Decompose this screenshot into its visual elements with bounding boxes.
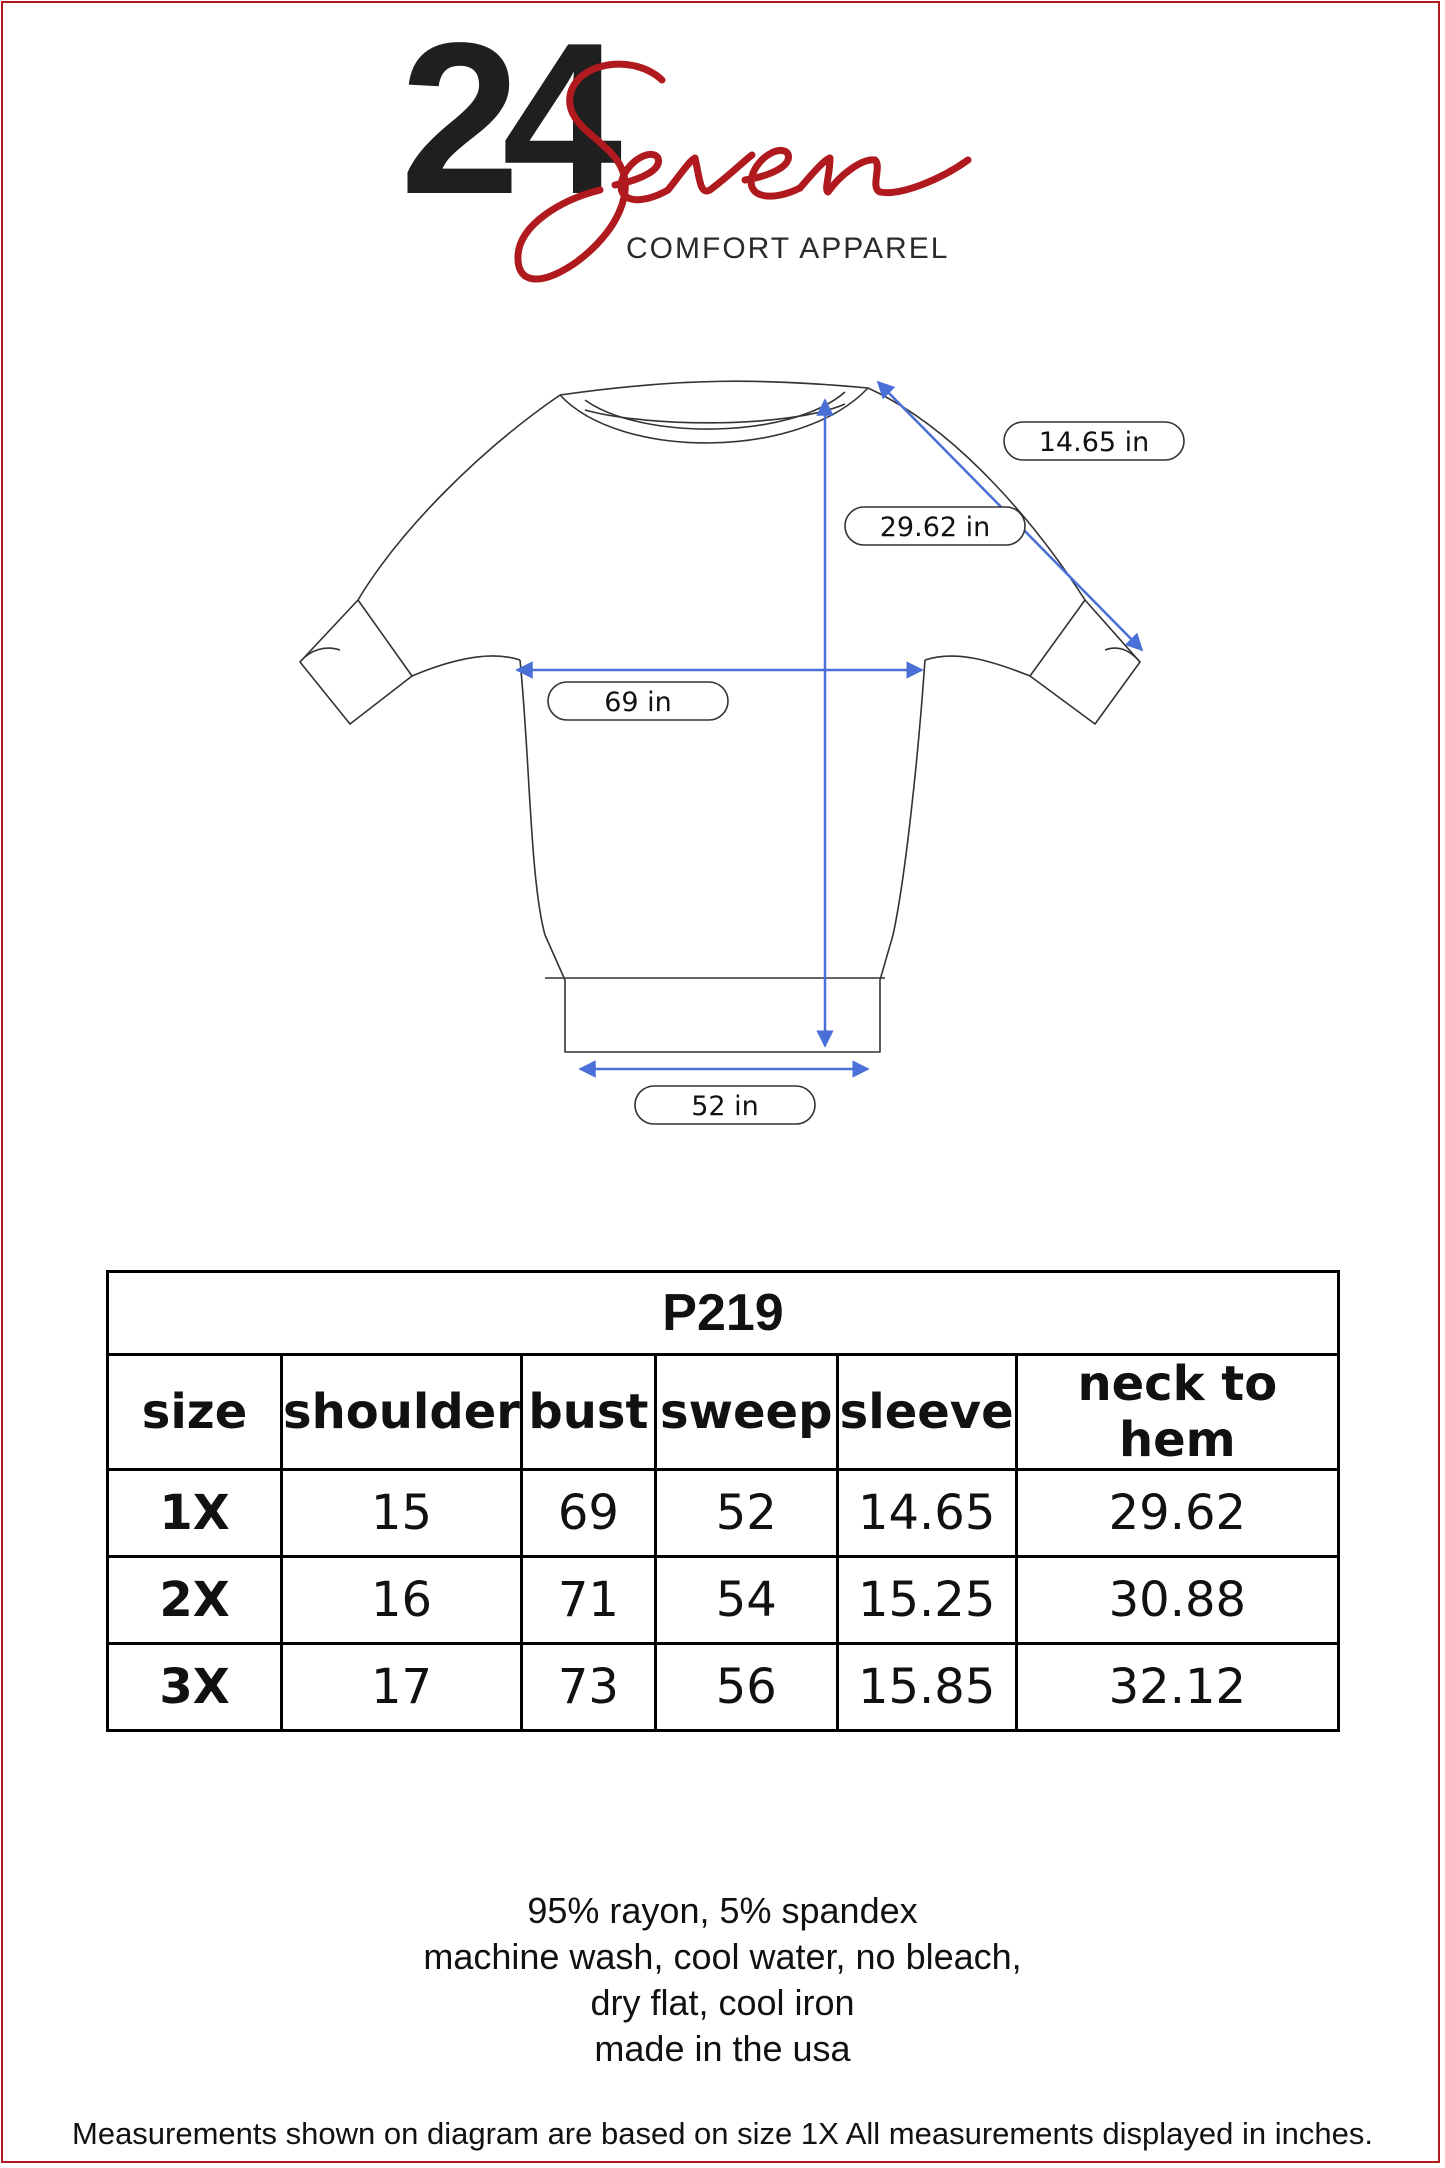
logo-number: 24 (400, 0, 605, 239)
care-line: machine wash, cool water, no bleach, (423, 1936, 1022, 1977)
logo-tagline: COMFORT APPAREL (626, 232, 950, 265)
cell-sleeve: 15.25 (837, 1557, 1016, 1644)
cell-bust: 69 (521, 1470, 655, 1557)
cell-size: 3X (108, 1644, 282, 1731)
label-neck-to-hem (845, 507, 1025, 545)
cell-shoulder: 15 (282, 1470, 522, 1557)
header-shoulder: shoulder (282, 1355, 522, 1470)
label-sleeve (1004, 422, 1184, 460)
care-instructions (0, 1888, 1445, 2072)
header-size: size (108, 1355, 282, 1470)
table-header-row (108, 1355, 1339, 1470)
table-row (108, 1470, 1339, 1557)
table-title: P219 (108, 1272, 1339, 1355)
cell-bust: 73 (521, 1644, 655, 1731)
label-neck-to-hem-text: 29.62 in (879, 512, 991, 543)
label-bust-text: 69 in (604, 687, 672, 718)
header-sweep: sweep (655, 1355, 837, 1470)
cell-size: 1X (108, 1470, 282, 1557)
header-neck-to-hem: neck to hem (1016, 1355, 1338, 1470)
cell-neck-to-hem: 29.62 (1016, 1470, 1338, 1557)
header-sleeve: sleeve (837, 1355, 1016, 1470)
measurement-lines (517, 382, 1142, 1069)
label-bust (548, 682, 728, 720)
care-line: 95% rayon, 5% spandex (527, 1890, 918, 1931)
measurement-footnote: Measurements shown on diagram are based on size 1X All measurements displayed in inches. (72, 2116, 1373, 2151)
table-row (108, 1644, 1339, 1731)
table-row (108, 1557, 1339, 1644)
label-sweep (635, 1086, 815, 1124)
cell-shoulder: 16 (282, 1557, 522, 1644)
cell-size: 2X (108, 1557, 282, 1644)
care-line: made in the usa (594, 2028, 851, 2069)
cell-sweep: 54 (655, 1557, 837, 1644)
cell-neck-to-hem: 32.12 (1016, 1644, 1338, 1731)
cell-shoulder: 17 (282, 1644, 522, 1731)
label-sleeve-text: 14.65 in (1038, 427, 1150, 458)
header-bust: bust (521, 1355, 655, 1470)
cell-sleeve: 14.65 (837, 1470, 1016, 1557)
cell-neck-to-hem: 30.88 (1016, 1557, 1338, 1644)
cell-sweep: 52 (655, 1470, 837, 1557)
size-chart-table (106, 1270, 1340, 1732)
cell-sweep: 56 (655, 1644, 837, 1731)
cell-bust: 71 (521, 1557, 655, 1644)
care-line: dry flat, cool iron (590, 1982, 855, 2023)
cell-sleeve: 15.85 (837, 1644, 1016, 1731)
label-sweep-text: 52 in (691, 1091, 759, 1122)
